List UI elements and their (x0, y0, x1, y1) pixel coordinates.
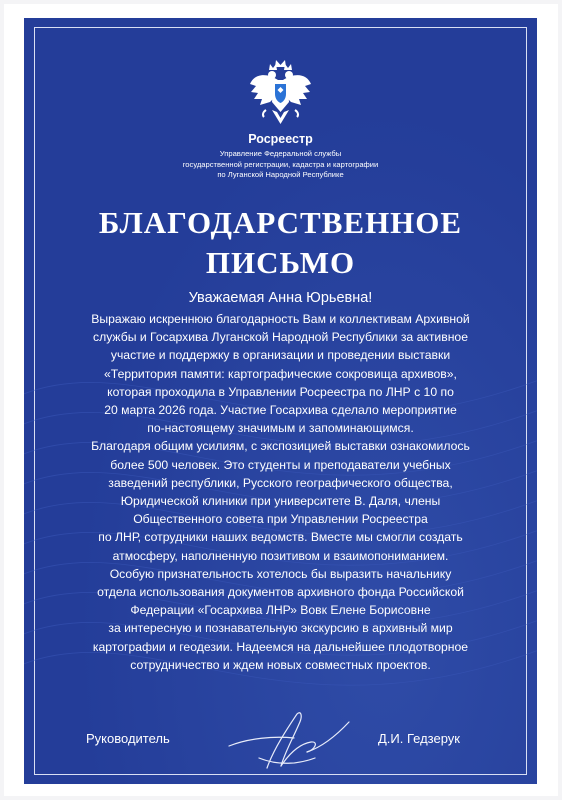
body-line: которая проходила в Управлении Росреестра по ЛНР с 10 по (107, 384, 454, 399)
letter-sheet (4, 4, 558, 796)
signature-icon (219, 708, 359, 778)
body-line: службы и Госархива Луганской Народной Республики за активное (93, 330, 468, 345)
body-line: участие и поддержку в организации и проведении выставки (110, 348, 451, 363)
body-line: «Территория памяти: картографические сокровища архивов», (104, 366, 457, 381)
body-line: по-настоящему значимым и запоминающимся. (147, 421, 414, 436)
body-line: картографии и геодезии. Надеемся на дальнейшее плодотворное (92, 639, 469, 654)
body-line: Благодаря общим усилиям, с экспозицией выставки ознакомилось (91, 439, 470, 454)
body-line: отдела использования документов архивного фонда Российской (97, 585, 464, 600)
organization-subtitle-line: Управление Федеральной службы (219, 149, 342, 158)
body-line: Федерации «Госархива ЛНР» Вовк Елене Борисовне (130, 603, 431, 618)
letter-title-line: БЛАГОДАРСТВЕННОЕ (98, 205, 463, 240)
body-line: более 500 человек. Это студенты и преподаватели учебных (110, 457, 451, 472)
letter-title-line: ПИСЬМО (205, 245, 356, 280)
body-line: атмосферу, наполненную позитивом и взаимопониманием. (112, 548, 449, 563)
body-line: сотрудничество и ждем новых совместных проектов. (130, 657, 431, 672)
organization-subtitle-line: государственной регистрации, кадастра и картографии (182, 159, 379, 169)
letter-title (24, 203, 537, 283)
body-line: за интересную и познавательную экскурсию в архивный мир (108, 621, 453, 636)
salutation: Уважаемая Анна Юрьевна! (188, 290, 373, 306)
signatory-name: Д.И. Гедзерук (378, 731, 460, 746)
body-line: Общественного совета при Управлении Росреестра (133, 512, 428, 527)
letter-body (52, 310, 509, 674)
blue-panel (24, 18, 537, 784)
organization-subtitle-line: по Луганской Народной Республике (217, 170, 344, 179)
body-line: Выражаю искреннюю благодарность Вам и коллективам Архивной (91, 312, 470, 326)
body-line: заведений республики, Русского географического общества, (108, 475, 453, 490)
organization-subtitle (24, 149, 537, 181)
body-line: по ЛНР, сотрудники наших ведомств. Вместе мы смогли создать (98, 530, 463, 545)
eagle-emblem-icon (248, 60, 313, 132)
body-line: Юридической клиники при университете В. Даля, члены (120, 494, 441, 509)
body-line: Особую признательность хотелось бы выразить начальнику (109, 566, 452, 581)
organization-name: Росреестр (248, 132, 313, 146)
body-line: 20 марта 2026 года. Участие Госархива сделало мероприятие (104, 403, 457, 418)
signatory-title: Руководитель (86, 731, 170, 746)
